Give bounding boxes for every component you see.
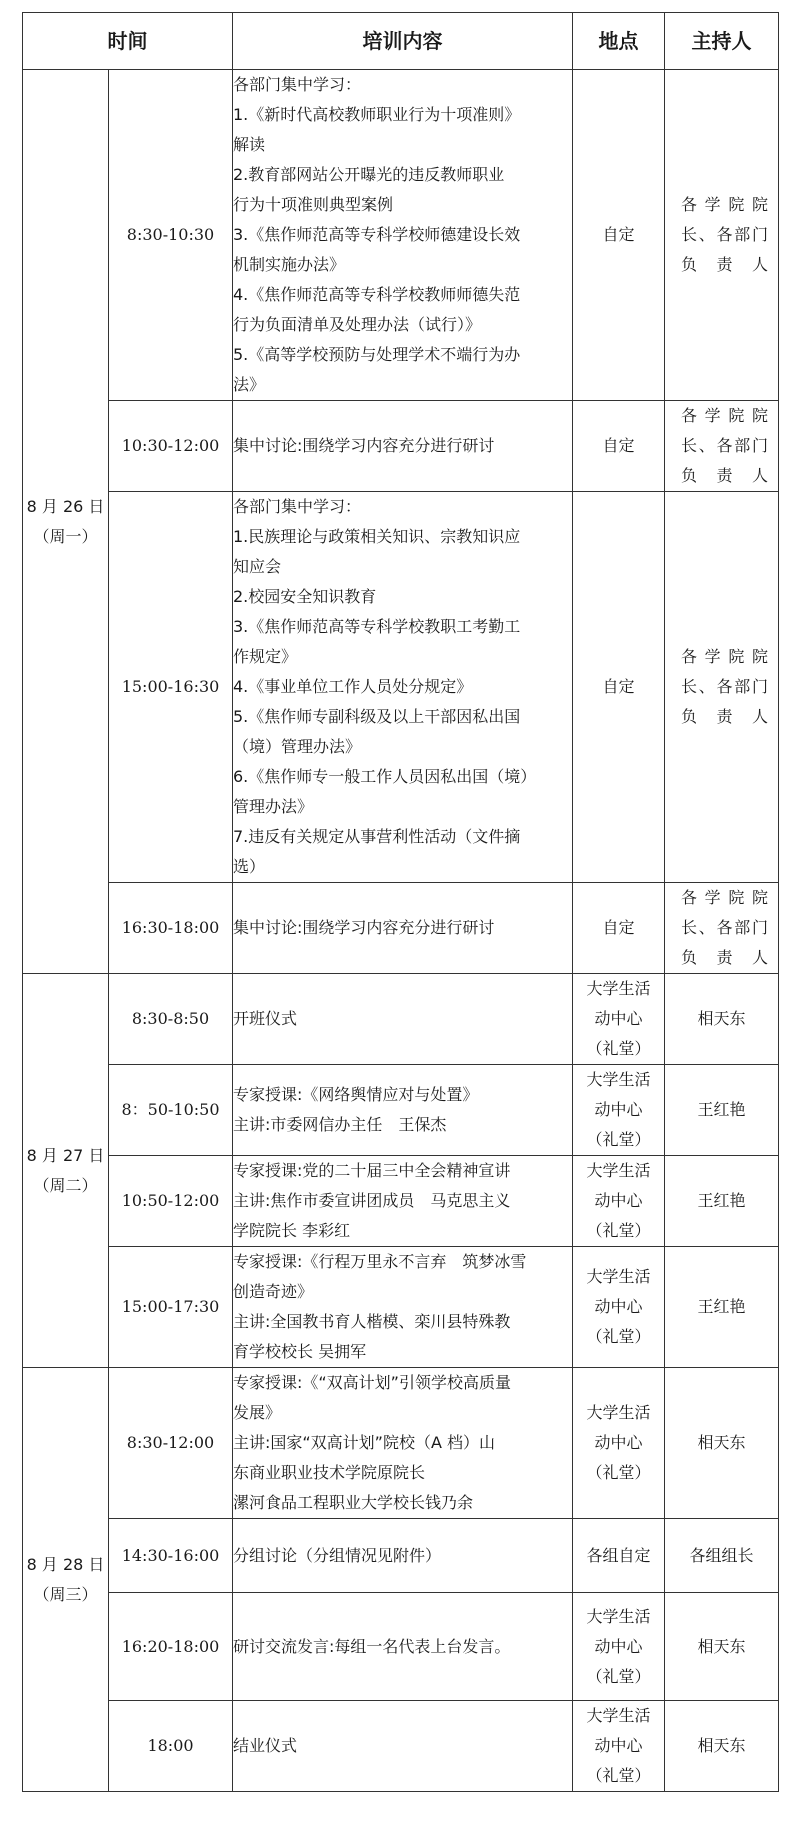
text-line: 各学院院 (681, 195, 768, 214)
session-place (573, 401, 665, 492)
text-line: 动中心 (594, 1100, 643, 1119)
header-row (23, 13, 779, 70)
session-row (23, 1247, 779, 1368)
session-place (573, 1247, 665, 1368)
text-line: 各组自定 (586, 1545, 651, 1565)
text-line: 大学生活 (586, 1267, 651, 1286)
text-line: 作规定》 (233, 647, 298, 666)
text-line: 4.《事业单位工作人员处分规定》 (233, 677, 473, 696)
text-line: 6.《焦作师专一般工作人员因私出国（境） (233, 767, 537, 786)
session-host (665, 401, 779, 492)
text-line: 王红艳 (697, 1297, 746, 1316)
session-host (665, 1065, 779, 1156)
text-line: 大学生活 (586, 979, 651, 998)
text-line: （礼堂） (586, 1463, 651, 1482)
text-line: （境）管理办法》 (233, 737, 362, 756)
text-line: 主讲:市委网信办主任 王保杰 (233, 1115, 447, 1134)
text-line: 长、各部门 (681, 677, 768, 696)
header-place: 地点 (573, 13, 665, 70)
session-host (665, 1593, 779, 1701)
session-host (665, 1247, 779, 1368)
text-line: 主讲:全国教书育人楷模、栾川县特殊教 (233, 1312, 511, 1331)
text-line: 主讲:焦作市委宣讲团成员 马克思主义 (233, 1191, 511, 1210)
text-line: 各学院院 (681, 647, 768, 666)
session-place (573, 1593, 665, 1701)
text-line: 专家授课:《“双高计划”引领学校高质量 (233, 1373, 511, 1392)
session-host (665, 974, 779, 1065)
text-line: 大学生活 (586, 1161, 651, 1180)
text-line: 长、各部门 (681, 225, 768, 244)
text-line: 开班仪式 (233, 1009, 298, 1028)
text-line: 4.《焦作师范高等专科学校教师师德失范 (233, 285, 521, 304)
day-weekday: （周一） (33, 526, 98, 546)
text-line: 解读 (233, 135, 266, 154)
session-time: 8:30-10:30 (109, 70, 233, 401)
session-place (573, 1156, 665, 1247)
session-row (23, 883, 779, 974)
text-line: 各组组长 (689, 1545, 754, 1565)
text-line: 负责人 (681, 948, 768, 967)
text-line: 1.《新时代高校教师职业行为十项准则》 (233, 105, 521, 124)
text-line: 王红艳 (697, 1191, 746, 1210)
session-host (665, 1156, 779, 1247)
session-place (573, 1065, 665, 1156)
text-line: 自定 (602, 225, 635, 244)
text-line: 大学生活 (586, 1706, 651, 1725)
text-line: 相天东 (697, 1433, 746, 1452)
text-line: 王红艳 (697, 1100, 746, 1119)
text-line: 相天东 (697, 1636, 746, 1656)
session-time: 8：50-10:50 (109, 1065, 233, 1156)
text-line: （礼堂） (586, 1766, 651, 1785)
session-row (23, 1701, 779, 1792)
text-line: 大学生活 (586, 1606, 651, 1626)
session-time: 16:20-18:00 (109, 1593, 233, 1701)
schedule-table (22, 12, 779, 1792)
session-place (573, 1701, 665, 1792)
session-content (233, 883, 573, 974)
session-host (665, 1368, 779, 1519)
text-line: （礼堂） (586, 1221, 651, 1240)
session-content (233, 492, 573, 883)
text-line: 2.教育部网站公开曝光的违反教师职业 (233, 165, 505, 184)
text-line: 5.《焦作师专副科级及以上干部因私出国 (233, 707, 521, 726)
text-line: 相天东 (697, 1009, 746, 1028)
session-content (233, 1368, 573, 1519)
session-content (233, 974, 573, 1065)
day-cell (23, 1368, 109, 1792)
text-line: 专家授课:党的二十届三中全会精神宣讲 (233, 1161, 511, 1180)
text-line: 机制实施办法》 (233, 255, 346, 274)
session-content (233, 1247, 573, 1368)
text-line: 动中心 (594, 1736, 643, 1755)
session-host (665, 1519, 779, 1593)
text-line: 主讲:国家“双高计划”院校（A 档）山 (233, 1433, 496, 1452)
text-line: 自定 (602, 436, 635, 455)
schedule-body (23, 70, 779, 1792)
session-host (665, 883, 779, 974)
header-time: 时间 (23, 13, 233, 70)
session-content (233, 1519, 573, 1593)
session-content (233, 1156, 573, 1247)
text-line: 大学生活 (586, 1403, 651, 1422)
day-date: 8 月 26 日 (26, 496, 105, 516)
session-row (23, 492, 779, 883)
text-line: 选） (233, 857, 266, 876)
text-line: 东商业职业技术学院原院长 (233, 1463, 426, 1482)
text-line: 行为负面清单及处理办法（试行）》 (233, 315, 482, 334)
session-time: 16:30-18:00 (109, 883, 233, 974)
text-line: 动中心 (594, 1297, 643, 1316)
text-line: 分组讨论（分组情况见附件） (233, 1545, 442, 1565)
session-place (573, 70, 665, 401)
session-place (573, 1519, 665, 1593)
session-row (23, 1368, 779, 1519)
text-line: （礼堂） (586, 1039, 651, 1058)
day-date: 8 月 27 日 (26, 1145, 105, 1165)
text-line: 长、各部门 (681, 436, 768, 455)
text-line: 自定 (602, 918, 635, 937)
text-line: 学院院长 李彩红 (233, 1221, 351, 1240)
text-line: 1.民族理论与政策相关知识、宗教知识应 (233, 527, 521, 546)
text-line: 专家授课:《行程万里永不言弃 筑梦冰雪 (233, 1252, 527, 1271)
day-weekday: （周三） (33, 1584, 98, 1604)
session-host (665, 492, 779, 883)
session-time: 14:30-16:00 (109, 1519, 233, 1593)
session-row (23, 1156, 779, 1247)
text-line: 大学生活 (586, 1070, 651, 1089)
session-place (573, 1368, 665, 1519)
header-host: 主持人 (665, 13, 779, 70)
text-line: 结业仪式 (233, 1736, 298, 1755)
text-line: 相天东 (697, 1736, 746, 1755)
text-line: 5.《高等学校预防与处理学术不端行为办 (233, 345, 521, 364)
text-line: 集中讨论:围绕学习内容充分进行研讨 (233, 918, 495, 937)
text-line: 法》 (233, 375, 266, 394)
session-time: 8:30-8:50 (109, 974, 233, 1065)
text-line: 各学院院 (681, 406, 768, 425)
text-line: 动中心 (594, 1636, 643, 1656)
text-line: 研讨交流发言:每组一名代表上台发言。 (233, 1636, 511, 1656)
text-line: 负责人 (681, 255, 768, 274)
day-weekday: （周二） (33, 1175, 98, 1195)
session-content (233, 70, 573, 401)
text-line: 集中讨论:围绕学习内容充分进行研讨 (233, 436, 495, 455)
text-line: 专家授课:《网络舆情应对与处置》 (233, 1085, 479, 1104)
session-row (23, 1519, 779, 1593)
session-time: 15:00-16:30 (109, 492, 233, 883)
session-content (233, 401, 573, 492)
session-place (573, 883, 665, 974)
header-content: 培训内容 (233, 13, 573, 70)
session-time: 10:30-12:00 (109, 401, 233, 492)
text-line: 各部门集中学习： (233, 497, 362, 516)
day-date: 8 月 28 日 (26, 1554, 105, 1574)
text-line: 各部门集中学习： (233, 75, 362, 94)
text-line: 漯河食品工程职业大学校长钱乃余 (233, 1493, 474, 1512)
session-time: 10:50-12:00 (109, 1156, 233, 1247)
text-line: 3.《焦作师范高等专科学校师德建设长效 (233, 225, 521, 244)
text-line: 负责人 (681, 466, 768, 485)
session-host (665, 70, 779, 401)
session-content (233, 1701, 573, 1792)
text-line: 发展》 (233, 1403, 282, 1422)
text-line: 育学校校长 吴拥军 (233, 1342, 367, 1361)
text-line: 动中心 (594, 1191, 643, 1210)
session-row (23, 974, 779, 1065)
session-row (23, 401, 779, 492)
text-line: 负责人 (681, 707, 768, 726)
text-line: 3.《焦作师范高等专科学校教职工考勤工 (233, 617, 521, 636)
text-line: 创造奇迹》 (233, 1282, 314, 1301)
session-row (23, 70, 779, 401)
session-time: 8:30-12:00 (109, 1368, 233, 1519)
session-time: 15:00-17:30 (109, 1247, 233, 1368)
text-line: 2.校园安全知识教育 (233, 587, 377, 606)
text-line: 7.违反有关规定从事营利性活动（文件摘 (233, 827, 521, 846)
text-line: （礼堂） (586, 1327, 651, 1346)
text-line: 自定 (602, 677, 635, 696)
session-content (233, 1593, 573, 1701)
text-line: 行为十项准则典型案例 (233, 195, 394, 214)
day-cell (23, 70, 109, 974)
text-line: （礼堂） (586, 1666, 651, 1686)
text-line: 动中心 (594, 1009, 643, 1028)
day-cell (23, 974, 109, 1368)
text-line: 知应会 (233, 557, 282, 576)
session-place (573, 974, 665, 1065)
text-line: 各学院院 (681, 888, 768, 907)
session-place (573, 492, 665, 883)
session-row (23, 1593, 779, 1701)
text-line: 动中心 (594, 1433, 643, 1452)
text-line: （礼堂） (586, 1130, 651, 1149)
text-line: 管理办法》 (233, 797, 314, 816)
session-content (233, 1065, 573, 1156)
session-row (23, 1065, 779, 1156)
text-line: 长、各部门 (681, 918, 768, 937)
session-host (665, 1701, 779, 1792)
session-time: 18:00 (109, 1701, 233, 1792)
